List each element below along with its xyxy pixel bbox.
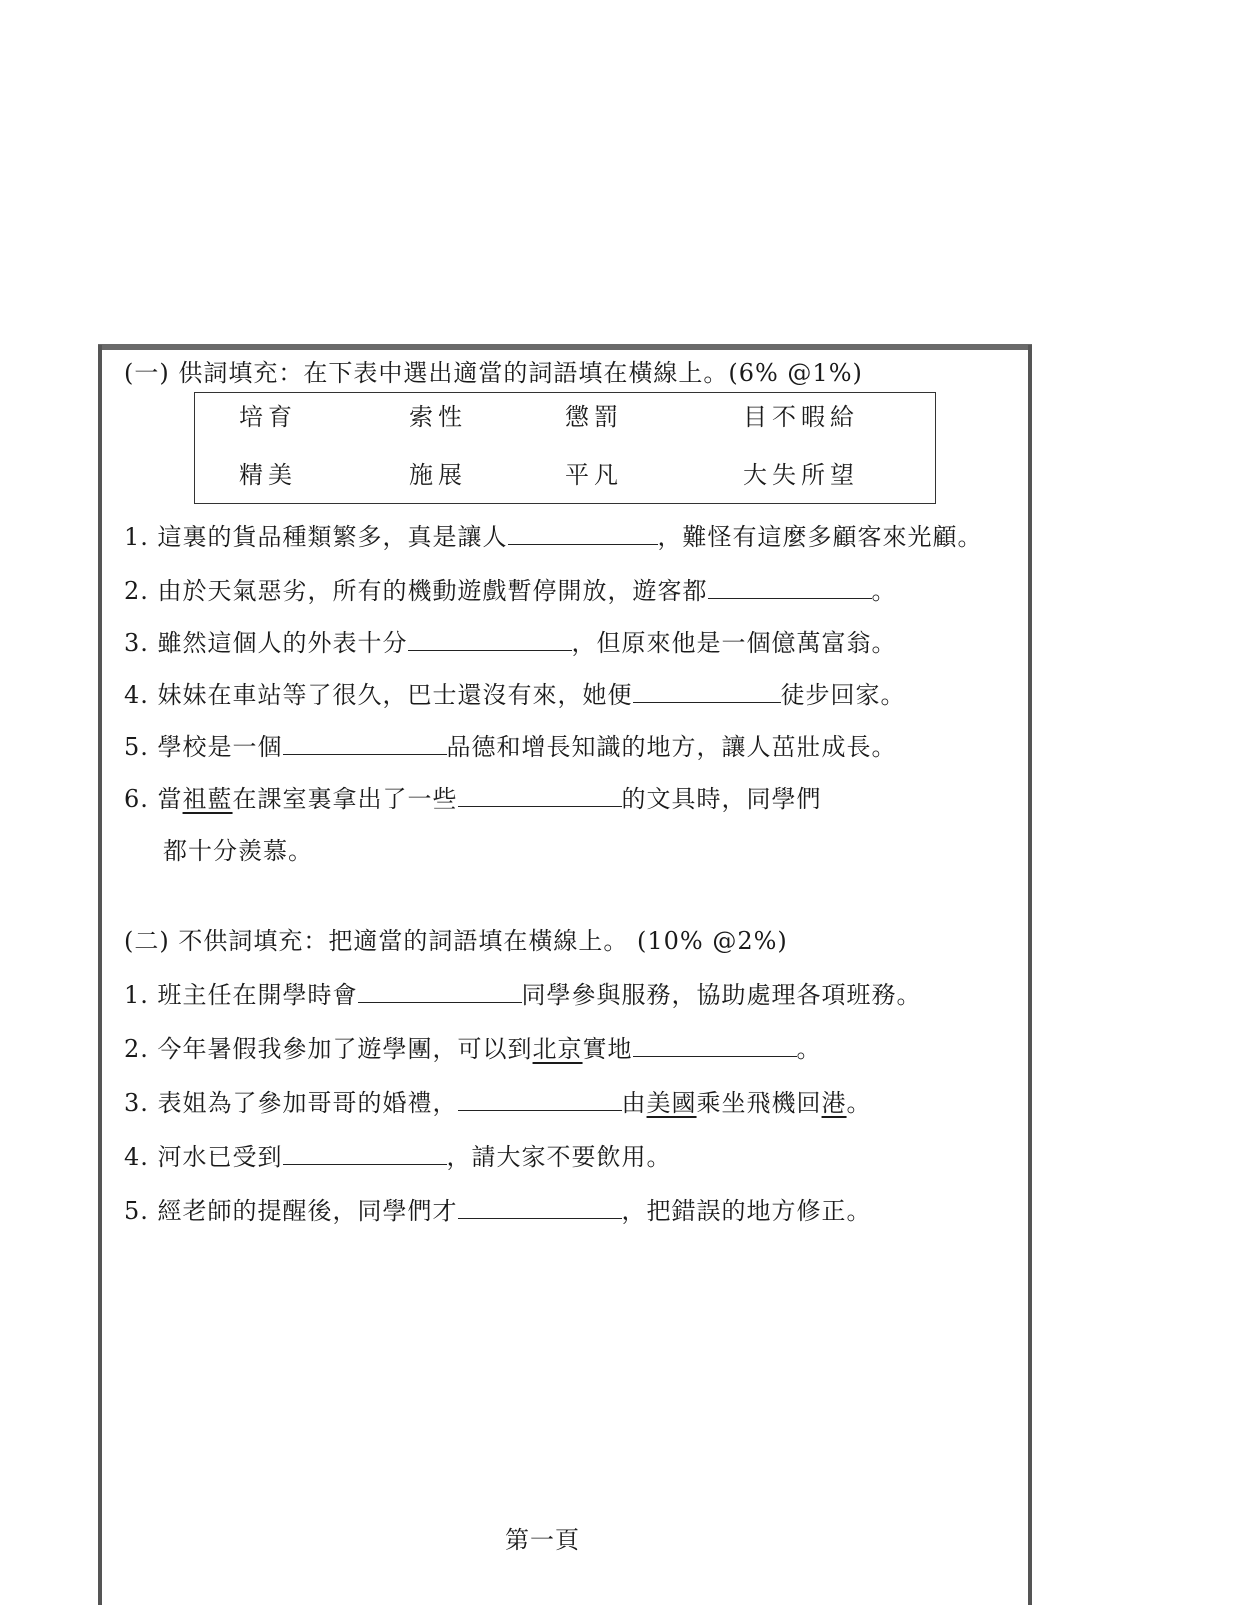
answer-blank[interactable] bbox=[508, 522, 658, 545]
place-name: 港 bbox=[821, 1089, 847, 1117]
question-text: 班主任在開學時會 bbox=[157, 981, 358, 1009]
question-text: 。 bbox=[871, 577, 897, 605]
word-bank bbox=[194, 392, 936, 504]
frame-left-border bbox=[98, 345, 102, 1605]
question-text: 妹妹在車站等了很久，巴士還沒有來，她便 bbox=[157, 681, 633, 709]
frame-right-border bbox=[1028, 345, 1032, 1605]
question-number: 4. bbox=[124, 681, 149, 709]
word-bank-item: 索性 bbox=[409, 403, 467, 431]
question-text: 。 bbox=[846, 1089, 872, 1117]
question-text: 表姐為了參加哥哥的婚禮， bbox=[157, 1089, 458, 1117]
answer-blank[interactable] bbox=[458, 1196, 622, 1219]
place-name: 北京 bbox=[532, 1035, 583, 1063]
question-text: 由 bbox=[621, 1089, 647, 1117]
answer-blank[interactable] bbox=[458, 784, 622, 807]
s1-question-5 bbox=[124, 732, 897, 762]
word-bank-item: 施展 bbox=[409, 461, 467, 489]
word-bank-item: 目不暇給 bbox=[743, 403, 859, 431]
answer-blank[interactable] bbox=[358, 980, 522, 1003]
s2-question-2 bbox=[124, 1034, 822, 1064]
question-number: 2. bbox=[124, 1035, 149, 1063]
s2-question-4 bbox=[124, 1142, 672, 1172]
question-number: 6. bbox=[124, 785, 149, 813]
question-number: 5. bbox=[124, 1197, 149, 1225]
word-bank-item: 大失所望 bbox=[743, 461, 859, 489]
s1-question-4 bbox=[124, 680, 906, 710]
s1-question-6 bbox=[124, 784, 822, 814]
frame-top-border bbox=[98, 344, 1032, 350]
question-text: 徒步回家。 bbox=[780, 681, 906, 709]
question-text: 在課室裏拿出了一些 bbox=[232, 785, 458, 813]
question-text: 河水已受到 bbox=[157, 1143, 283, 1171]
page-number: 第一頁 bbox=[505, 1526, 580, 1554]
question-number: 1. bbox=[124, 523, 149, 551]
question-text: 由於天氣惡劣，所有的機動遊戲暫停開放，遊客都 bbox=[157, 577, 708, 605]
question-text: 。 bbox=[796, 1035, 822, 1063]
question-number: 5. bbox=[124, 733, 149, 761]
section2-heading: (二) 不供詞填充：把適當的詞語填在橫線上。 (10% @2%) bbox=[124, 927, 788, 955]
word-bank-item: 平凡 bbox=[565, 461, 623, 489]
question-text: ，但原來他是一個億萬富翁。 bbox=[571, 629, 897, 657]
place-name: 美國 bbox=[646, 1089, 697, 1117]
question-number: 2. bbox=[124, 577, 149, 605]
question-number: 1. bbox=[124, 981, 149, 1009]
answer-blank[interactable] bbox=[458, 1088, 622, 1111]
question-text: 當 bbox=[157, 785, 183, 813]
section1-heading: (一) 供詞填充：在下表中選出適當的詞語填在橫線上。(6% @1%) bbox=[124, 359, 863, 387]
s2-question-5 bbox=[124, 1196, 872, 1226]
question-text: 實地 bbox=[582, 1035, 633, 1063]
s1-question-3 bbox=[124, 628, 897, 658]
question-text: 今年暑假我參加了遊學團，可以到 bbox=[157, 1035, 533, 1063]
question-number: 3. bbox=[124, 629, 149, 657]
question-number: 4. bbox=[124, 1143, 149, 1171]
question-text: 學校是一個 bbox=[157, 733, 283, 761]
question-text: 乘坐飛機回 bbox=[696, 1089, 822, 1117]
question-text: 這裏的貨品種類繁多，真是讓人 bbox=[157, 523, 508, 551]
question-text: 品德和增長知識的地方，讓人茁壯成長。 bbox=[446, 733, 897, 761]
s2-question-1 bbox=[124, 980, 922, 1010]
answer-blank[interactable] bbox=[708, 576, 872, 599]
question-text: 的文具時，同學們 bbox=[621, 785, 822, 813]
proper-name: 祖藍 bbox=[182, 785, 233, 813]
answer-blank[interactable] bbox=[633, 1034, 797, 1057]
question-text: 經老師的提醒後，同學們才 bbox=[157, 1197, 458, 1225]
question-text: 雖然這個人的外表十分 bbox=[157, 629, 408, 657]
question-text: ，把錯誤的地方修正。 bbox=[621, 1197, 872, 1225]
s1-question-6-continued: 都十分羨慕。 bbox=[163, 837, 313, 865]
answer-blank[interactable] bbox=[633, 680, 781, 703]
question-number: 3. bbox=[124, 1089, 149, 1117]
question-text: ，難怪有這麼多顧客來光顧。 bbox=[657, 523, 983, 551]
word-bank-item: 懲罰 bbox=[565, 403, 623, 431]
question-text: 同學參與服務，協助處理各項班務。 bbox=[521, 981, 922, 1009]
word-bank-item: 精美 bbox=[239, 461, 297, 489]
s1-question-2 bbox=[124, 576, 897, 606]
s2-question-3 bbox=[124, 1088, 872, 1118]
answer-blank[interactable] bbox=[408, 628, 572, 651]
answer-blank[interactable] bbox=[283, 1142, 447, 1165]
answer-blank[interactable] bbox=[283, 732, 447, 755]
word-bank-item: 培育 bbox=[239, 403, 297, 431]
s1-question-1 bbox=[124, 522, 983, 552]
question-text: ，請大家不要飲用。 bbox=[446, 1143, 672, 1171]
